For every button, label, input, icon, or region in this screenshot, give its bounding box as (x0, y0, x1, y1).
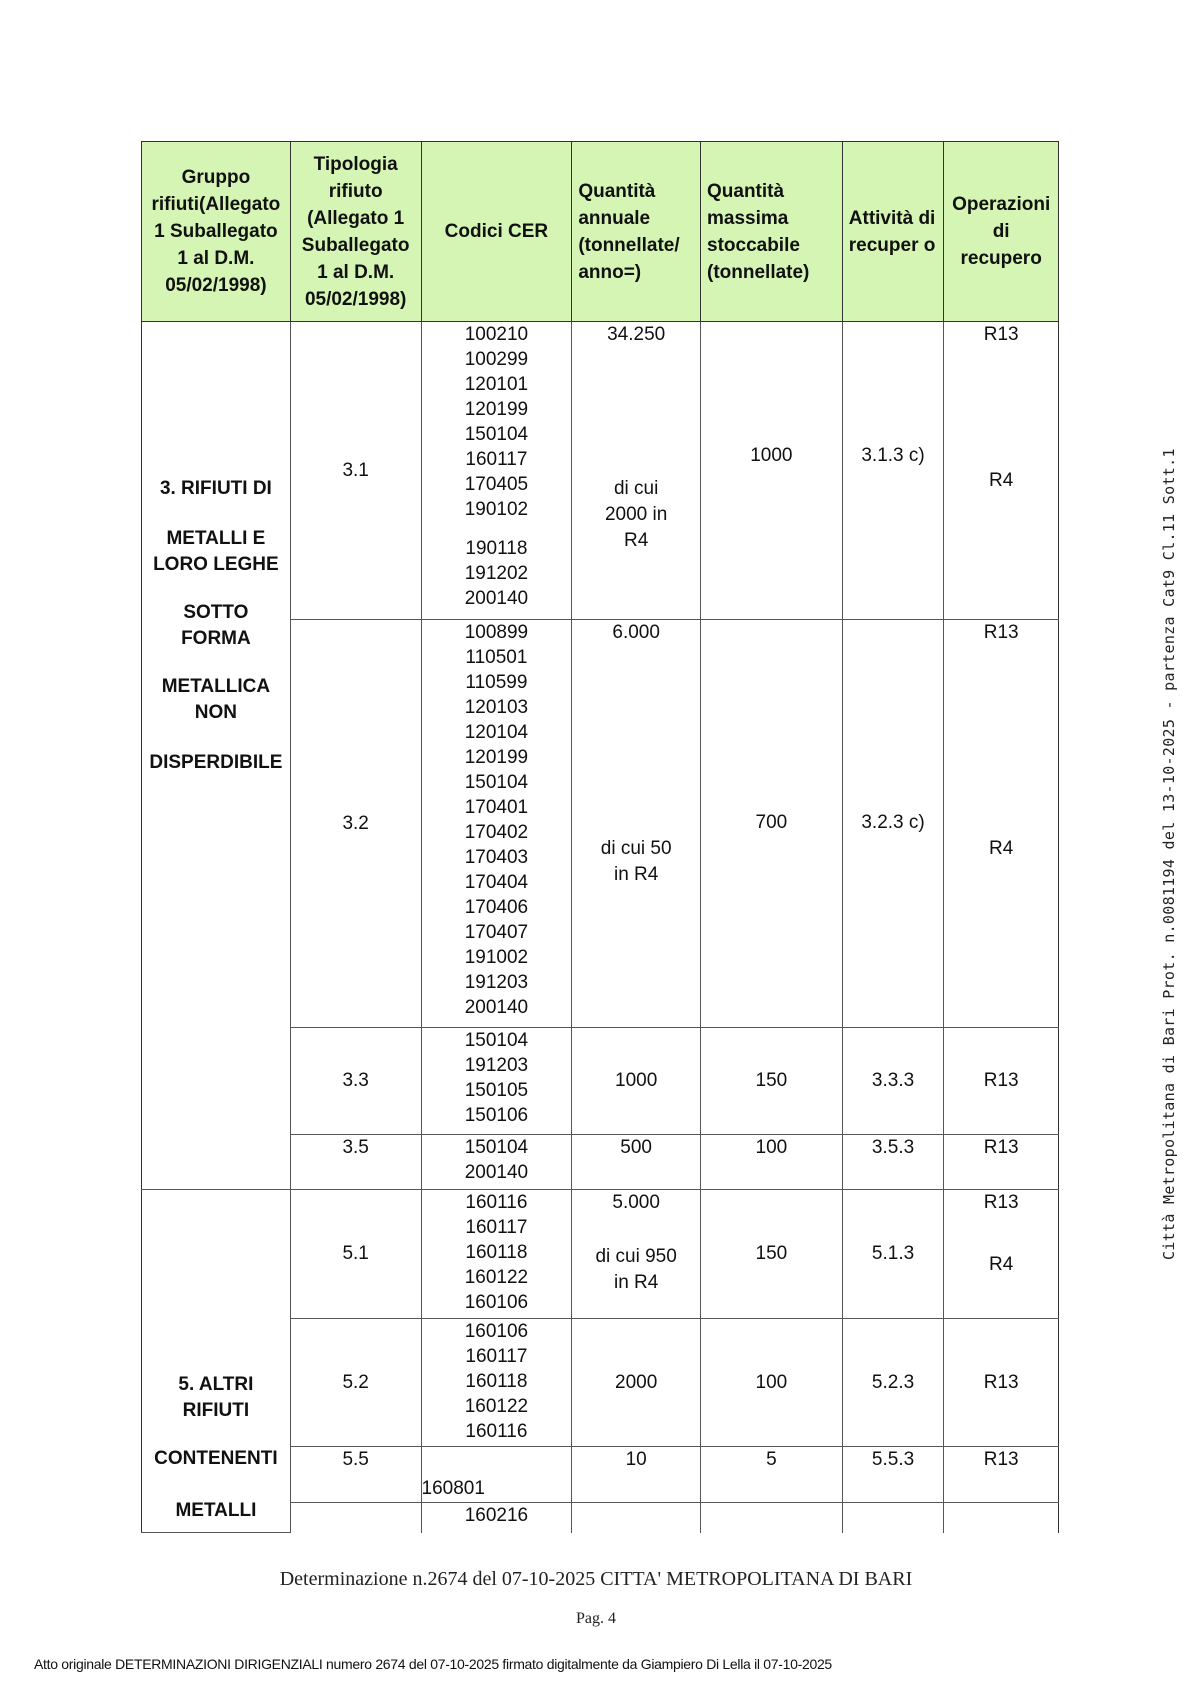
cer-code: 120199 (464, 747, 529, 768)
cer-code: 110599 (465, 672, 528, 693)
annual-total: 6.000 (612, 622, 660, 643)
cer-code: 191203 (464, 972, 529, 993)
cer-code: 150104 (464, 772, 529, 793)
annual-note-line: R4 (624, 530, 649, 551)
operazioni-cell: R13 (944, 1135, 1059, 1190)
cer-code: 100210 (464, 324, 529, 345)
tipologia-cell: 3.2 (290, 620, 421, 1028)
annual-total: 5.000 (612, 1192, 660, 1213)
group-3-cell (142, 322, 291, 1190)
annual-cell: 2000 (572, 1319, 701, 1447)
tipologia-cell: 5.5 (290, 1447, 421, 1503)
tipologia-cell: 3.1 (290, 322, 421, 620)
operazione-note: R4 (989, 1254, 1014, 1275)
operazioni-cell (944, 1190, 1059, 1319)
annual-cell (572, 620, 701, 1028)
cer-code: 150104 (464, 1030, 529, 1051)
massima-cell (701, 620, 843, 1028)
massima-cell: 5 (701, 1447, 843, 1503)
attivita-cell (842, 322, 944, 620)
operazioni-cell: R13 (944, 1319, 1059, 1447)
codes-cell (421, 1503, 572, 1533)
cer-code: 100299 (464, 349, 529, 370)
tipologia-cell: 5.1 (290, 1190, 421, 1319)
cer-code: 160118 (465, 1242, 528, 1263)
annual-note-line: di cui 950 (595, 1246, 677, 1267)
operazione-note: R4 (989, 838, 1014, 859)
attivita-cell: 5.1.3 (842, 1190, 944, 1319)
annual-total: 34.250 (607, 324, 666, 345)
header-quantita-annuale: Quantità annuale (tonnellate/ anno=) (572, 142, 701, 322)
header-tipologia: Tipologia rifiuto (Allegato 1 Suballegato 1 al D.M. 05/02/1998) (290, 142, 421, 322)
annual-cell (572, 1190, 701, 1319)
cer-code: 191002 (464, 947, 529, 968)
group-3-line: METALLICA (161, 675, 271, 697)
massima-cell: 150 (701, 1028, 843, 1135)
operazioni-cell (944, 1503, 1059, 1533)
cer-code: 170404 (464, 872, 529, 893)
waste-table (141, 141, 1059, 1533)
cer-code: 160117 (465, 1346, 528, 1367)
tipologia-cell: 3.3 (290, 1028, 421, 1135)
group-5-line: RIFIUTI (182, 1400, 250, 1421)
massima-value: 1000 (750, 444, 793, 466)
cer-code: 170403 (464, 847, 529, 868)
attivita-cell (842, 1503, 944, 1533)
annual-cell: 1000 (572, 1028, 701, 1135)
codes-cell (421, 1135, 572, 1190)
cer-code: 150106 (464, 1105, 529, 1126)
protocol-stamp: Città Metropolitana di Bari Prot. n.0081194 del 13-10-2025 - partenza Cat9 Cl.11 Sott.1 (1160, 448, 1178, 1260)
annual-note-line: in R4 (613, 864, 659, 885)
group-3-line: LORO LEGHE (153, 553, 279, 575)
cer-code: 110501 (465, 647, 528, 668)
massima-cell: 100 (701, 1135, 843, 1190)
cer-code: 170405 (464, 474, 529, 495)
annual-note-line: 2000 in (604, 504, 668, 525)
attivita-cell: 3.3.3 (842, 1028, 944, 1135)
codes-cell (421, 322, 572, 620)
cer-code: 150104 (464, 1137, 529, 1158)
cer-code: 160116 (465, 1192, 528, 1213)
header-codici: Codici CER (421, 142, 572, 322)
cer-code: 120199 (464, 399, 529, 420)
massima-cell: 150 (701, 1190, 843, 1319)
group-3-line: FORMA (181, 627, 251, 649)
group-3-line: NON (194, 701, 238, 723)
cer-code: 170406 (464, 897, 529, 918)
annual-cell (572, 1503, 701, 1533)
tipologia-cell: 3.5 (290, 1135, 421, 1190)
massima-cell (701, 1503, 843, 1533)
digital-signature-note: Atto originale DETERMINAZIONI DIRIGENZIALI numero 2674 del 07-10-2025 firmato digitalmente da Giampiero Di Lella il 07-10-2025 (34, 1656, 832, 1672)
page-number: Pag. 4 (576, 1610, 616, 1627)
annual-note-line: di cui 50 (600, 838, 672, 859)
cer-code: 160118 (465, 1371, 528, 1392)
cer-code: 120104 (464, 722, 529, 743)
header-operazioni: Operazioni di recupero (944, 142, 1059, 322)
attivita-cell: 5.2.3 (842, 1319, 944, 1447)
cer-code: 170407 (464, 922, 529, 943)
cer-code: 170401 (464, 797, 529, 818)
header-row (142, 142, 1059, 322)
group-3-line: DISPERDIBILE (149, 751, 283, 773)
massima-value: 700 (755, 811, 788, 833)
attivita-cell: 5.5.3 (842, 1447, 944, 1503)
attivita-cell (842, 620, 944, 1028)
operazioni-cell (944, 322, 1059, 620)
cer-code: 160106 (464, 1321, 529, 1342)
massima-cell: 100 (701, 1319, 843, 1447)
codes-cell (421, 1190, 572, 1319)
group-3-line: 3. RIFIUTI DI (159, 477, 272, 499)
annual-cell (572, 322, 701, 620)
cer-code: 160216 (464, 1505, 529, 1526)
operazione-note: R4 (989, 470, 1014, 491)
group-5-line: METALLI (175, 1500, 257, 1521)
cer-code: 150105 (464, 1080, 529, 1101)
annual-cell: 500 (572, 1135, 701, 1190)
cer-code: 160117 (465, 449, 528, 470)
attivita-value: 3.1.3 c) (861, 444, 925, 466)
codes-cell (421, 1319, 572, 1447)
group-5-line: 5. ALTRI (178, 1374, 254, 1395)
operazione-main: R13 (983, 622, 1019, 643)
group-3-line: METALLI E (166, 527, 266, 549)
group-3-line: SOTTO (183, 601, 249, 623)
cer-code: 160106 (464, 1292, 529, 1313)
massima-cell (701, 322, 843, 620)
cer-code: 190118 (465, 538, 528, 559)
tipologia-cell (290, 1503, 421, 1533)
annual-cell: 10 (572, 1447, 701, 1503)
cer-code: 100899 (464, 622, 529, 643)
cer-code: 160801 (421, 1478, 485, 1499)
group-5-line: CONTENENTI (154, 1448, 278, 1469)
operazioni-cell (944, 620, 1059, 1028)
cer-code: 160122 (464, 1396, 529, 1417)
cer-code: 160122 (464, 1267, 529, 1288)
cer-code: 170402 (464, 822, 529, 843)
codes-cell (421, 620, 572, 1028)
cer-code: 150104 (464, 424, 529, 445)
codes-cell (421, 1447, 572, 1503)
codes-cell (421, 1028, 572, 1135)
operazione-main: R13 (983, 324, 1019, 345)
cer-code: 190102 (464, 499, 529, 520)
cer-code: 160117 (465, 1217, 528, 1238)
attivita-cell: 3.5.3 (842, 1135, 944, 1190)
header-attivita: Attività di recuper o (842, 142, 944, 322)
tipologia-cell: 5.2 (290, 1319, 421, 1447)
cer-code: 191202 (464, 563, 529, 584)
attivita-value: 3.2.3 c) (861, 811, 925, 833)
footer-determinazione: Determinazione n.2674 del 07-10-2025 CITTA' METROPOLITANA DI BARI (279, 1568, 913, 1590)
group-5-cell (142, 1190, 291, 1533)
cer-code: 200140 (464, 1162, 529, 1183)
cer-code: 191203 (464, 1055, 529, 1076)
cer-code: 120103 (464, 697, 529, 718)
cer-code: 200140 (464, 588, 529, 609)
header-gruppo: Gruppo rifiuti(Allegato 1 Suballegato 1 al D.M. 05/02/1998) (142, 142, 291, 322)
annual-note-line: in R4 (613, 1272, 659, 1293)
table-row (142, 322, 1059, 620)
cer-code: 160116 (465, 1421, 528, 1442)
cer-code: 200140 (464, 997, 529, 1018)
operazioni-cell: R13 (944, 1447, 1059, 1503)
cer-code: 120101 (464, 374, 529, 395)
annual-note-line: di cui (613, 478, 659, 499)
table-row (142, 1190, 1059, 1319)
operazione-main: R13 (983, 1192, 1019, 1213)
operazioni-cell: R13 (944, 1028, 1059, 1135)
header-quantita-massima: Quantità massima stoccabile (tonnellate) (701, 142, 843, 322)
